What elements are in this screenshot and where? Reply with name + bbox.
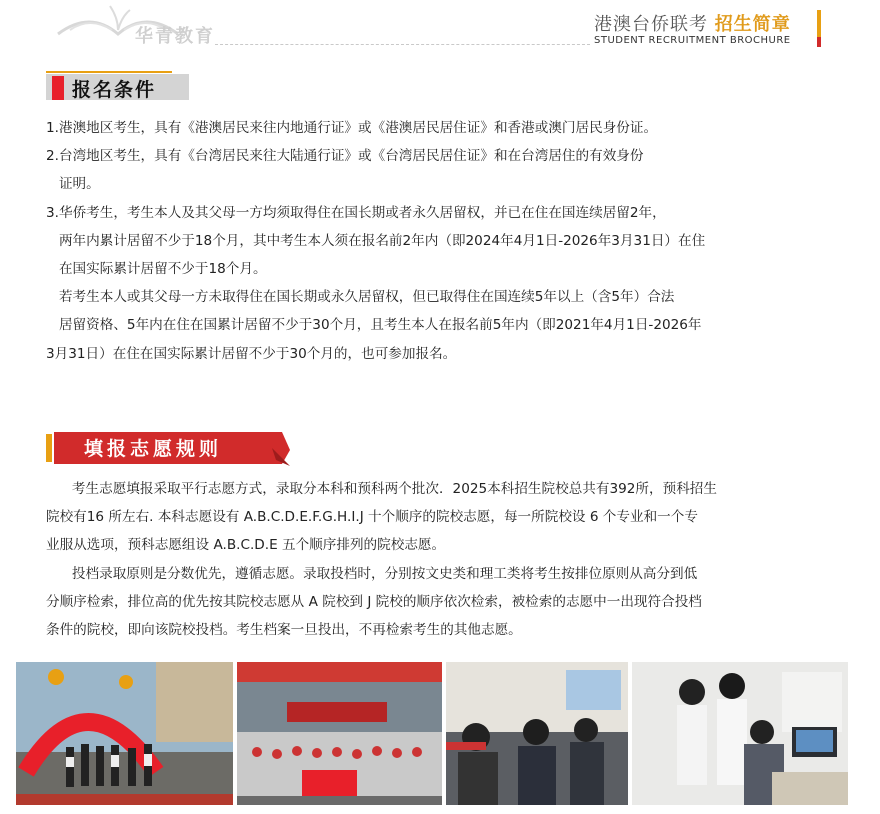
heading-marker (52, 76, 64, 100)
header-divider (215, 44, 590, 45)
section-heading-eligibility (46, 74, 189, 100)
photo-meeting-room (446, 662, 628, 805)
section-title: 填报志愿规则 (84, 438, 223, 460)
section-heading-volunteer-rules (46, 430, 292, 466)
eligibility-text (46, 114, 846, 368)
text-line: 1.港澳地区考生，具有《港澳居民来往内地通行证》或《港澳居民居住证》和香港或澳门居民身份证。 (46, 120, 658, 136)
header-title (594, 10, 791, 36)
text-line: 条件的院校，即向该院校投档。考生档案一旦投出，不再检索考生的其他志愿。 (46, 622, 522, 639)
text-line: 3.华侨考生，考生本人及其父母一方均须取得住在国长期或者永久居留权，并已在住在国连续居留2年， (46, 204, 666, 221)
text-line: 业服从选项，预科志愿组设 A.B.C.D.E 五个顺序排列的院校志愿。 (46, 537, 446, 554)
text-line: 投档录取原则是分数优先，遵循志愿。录取投档时，分别按文史类和理工类将考生按排位原则从高分到低 (46, 565, 698, 582)
header-subtitle: STUDENT RECRUITMENT BROCHURE (594, 35, 791, 46)
volunteer-rules-text (46, 475, 836, 644)
header-accent-bar-red (817, 37, 821, 47)
text-line: 考生志愿填报采取平行志愿方式，录取分本科和预科两个批次．2025本科招生院校总共有392所，预科招生 (46, 481, 717, 497)
text-line: 若考生本人或其父母一方未取得住在国长期或永久居留权，但已取得住在国连续5年以上（含5年）合法 (46, 289, 675, 306)
photo-group-flag (237, 662, 442, 805)
text-line: 2.台湾地区考生，具有《台湾居民来往大陆通行证》或《台湾居民居住证》和在台湾居住的有效身份 (46, 148, 644, 165)
text-line: 在国实际累计居留不少于18个月。 (46, 261, 267, 278)
text-line: 分顺序检索，排位高的优先按其院校志愿从 A 院校到 J 院校的顺序依次检索，被检索的志愿中一出现符合投档 (46, 593, 702, 610)
header-title-highlight: 招生简章 (714, 14, 791, 35)
text-line: 证明。 (46, 176, 100, 193)
text-line: 两年内累计居留不少于18个月，其中考生本人须在报名前2年内（即2024年4月1日-2026年3月31日）在住 (46, 232, 706, 249)
header-title-main: 港澳台侨联考 (594, 14, 708, 35)
section-title: 报名条件 (72, 79, 157, 101)
brand-name: 华青教育 (135, 26, 215, 47)
text-line: 居留资格、5年内在住在国累计居留不少于30个月，且考生本人在报名前5年内（即2021年4月1日-2026年 (46, 317, 702, 334)
text-line: 3月31日）在住在国实际累计居留不少于30个月的，也可参加报名。 (46, 345, 457, 362)
text-line: 院校有16 所左右. 本科志愿设有 A.B.C.D.E.F.G.H.I.J 十个顺序的院校志愿，每一所院校设 6 个专业和一个专 (46, 509, 698, 526)
heading-underline (46, 71, 172, 73)
photo-event-arch (16, 662, 233, 805)
photo-registration-desk (632, 662, 848, 805)
